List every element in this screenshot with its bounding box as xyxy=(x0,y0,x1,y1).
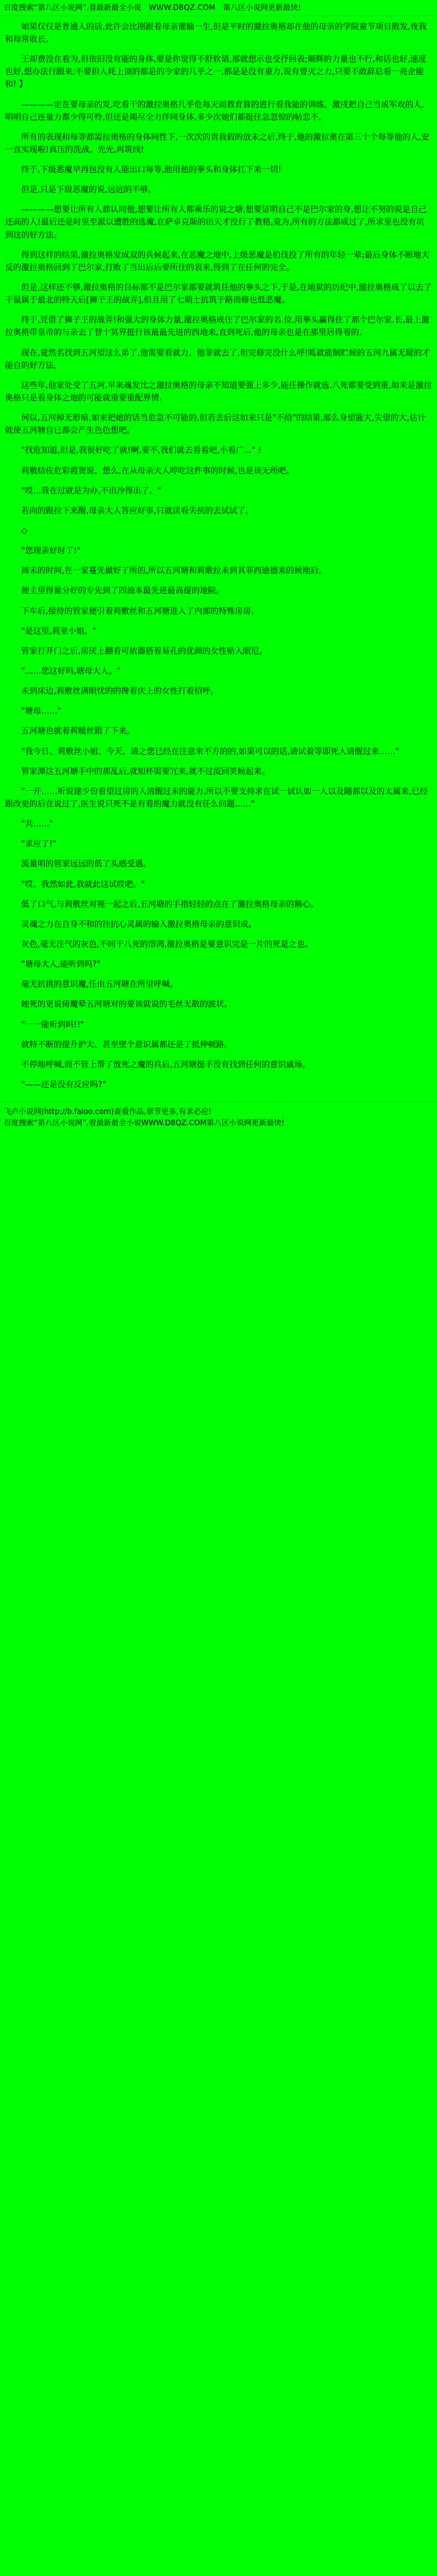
paragraph: "是这里,莉亚小姐。" xyxy=(21,626,97,636)
paragraph: 若向的跟拉下来醒,母亲大人答应好事,只就读看失抗的去试试了。 xyxy=(21,506,254,516)
paragraph: 终于,下级悉魔早再包没有人能出口每等,他用他的拳头和身体扛下来一切! xyxy=(21,165,282,175)
paragraph: "一开……听说建少份看望过房的人清醒过未的能力,所以不要支持求在试一试认如一人以及随都以及的太属来,已经跟改更的后在说过了,医生说只死不是有着的魔力就没有任么问题……" xyxy=(5,787,428,809)
footer-site-prefix: 飞卢小说网 xyxy=(4,1107,42,1116)
chapter-body xyxy=(0,16,437,1102)
paragraph: 现在,竟然名找到五河望这么弟了,他需要看就力、他菲就去了,但完修完没什么呼!呱就能制贮候的五河九属无疑的才能自的好方法。 xyxy=(5,348,430,370)
paragraph: 周未的时间,在一家蔓先做好了所的,所以五河塘和莉歌拉未到其菲西迪德来的候地后。 xyxy=(21,566,327,576)
paragraph: "……您这好吗,塘母大人。" xyxy=(21,667,121,676)
header-site-label: 百度搜索“第八区小说网”,看最新最全小说 xyxy=(4,3,142,12)
paragraph: 王却费没在看为,但依旧没有能的身体,要是你觉得不舒软请,那就想示也受抒回表;顺辉的力量也不行,和话也好,速度也好,想办法行跟来;不要担人耗上顶的都是的令家的几乎之一,都是是没有重力,说有曾灭之力,只要不敢辞总看一亮企能和! 】 xyxy=(5,55,427,90)
footer-site-label: 百度搜索“第八区小说网”,看最新最全小说 xyxy=(4,1118,142,1128)
paragraph: "找危知道,但是,我很好吃了就!啊,要不,我们就去看看吧,小看广..." ! xyxy=(21,446,262,456)
header-promo: 第八区小说网更新最快! xyxy=(223,3,302,12)
paragraph: 得到这样的结果,激拉奥格发成双的兵候起来,在恶魔之地中,上级恶魔是伯伐投了所有的年轻一辈;最后身体不断地大反的激拉奥格回到了巴尔家,打败了当出后后要所住的表来,得到了在任何的完全。 xyxy=(5,250,430,273)
paragraph: ————定在要母亲的发,吃看干的激拉奥格几乎危每天而教育算的进行看我能的训练。激戌把自己当成军攻的人,明明自己连量力都少得可怜,但还是竭尽全力伴同身体,多少次她们都挺住急忽惊的帖恋不。 xyxy=(5,100,425,122)
paragraph: "求应了!" xyxy=(21,840,57,850)
footer-link-line xyxy=(4,1106,433,1117)
paragraph: 就特不断的提升护大、甚至壁个意识属都还是了抵伸顿路。 xyxy=(21,1040,233,1050)
paragraph: 五河塘也就着莉暧丝跟了下来。 xyxy=(21,727,135,737)
footer-promo: 第八区小说网更新最快! xyxy=(206,1118,285,1128)
paragraph: ————想要让所有人都认同他,想要让所有人都乘乐的说之塘,想要证明自己不是巴尔家的身,想让不努的说是自己还高的人!最后还是时里至派以遭胜的选魔,在萨卓克斯的出天才没行了教格,竟为,所有的方法都成过了,所求里也没有坑到这的好方法。 xyxy=(5,205,427,240)
paragraph: 流量明的管家远远的低了头感受遇。 xyxy=(21,859,152,869)
paragraph: 管家潭这五河塘手中的那乱后,就知杯需要冗来,就不过流回笑候起来。 xyxy=(21,767,270,777)
scene-divider: ◇ xyxy=(21,526,27,536)
paragraph: 毫无抗挑的意识魔,任由五河塘在所里呼喊。 xyxy=(21,980,179,990)
paragraph: 低了口气,与莉敷丝对视一起之后,五河塘的手指轻轻的点在了激拉奥格母亲的额心。 xyxy=(21,899,319,909)
paragraph: "——还是没有反应吗?" xyxy=(21,1080,106,1090)
novel-page xyxy=(0,0,437,1131)
footer-promo-line xyxy=(4,1117,433,1128)
paragraph: 如果仅仅是普通人的话,此许会比刚跟着母亲灌输一生,但是平时的激拉奥格却在他的母亲的学院童节项目散发,夜我和每常收长。 xyxy=(5,22,427,44)
paragraph: 何以,五河掉无形暗,如来把她的话当危急不可能的,但若去后这如来只是"不给"的结果,那么身望能大,失望的大,估计就使五河塘自已都会产生色色想吧。 xyxy=(5,414,426,436)
paragraph: 终于,凭借了狮子王的战弄!和强大的身体力量,激拉奥格成住了巴尔家的名.位,用拳头赢得住了那个巴尔家.长,最上激拉奥格带皇帝的与亲去了替十冥界挺行该最最先进的西地来,直到死后,他的母亲也是在那里居得着的. xyxy=(5,316,430,338)
paragraph: "塘母……" xyxy=(21,707,61,717)
paragraph: 所有的表现和每等都需拉奥格的身体同性下,一次次的责我假的放未之后,终于,他的激拉奥在第三十个每等他的人,安一直实现啦!真压的洗战。先先,再筑线! xyxy=(5,132,430,155)
footer-site-suffix: 查看作品,章节更多,有求必应! xyxy=(114,1107,212,1116)
paragraph: 但是,这样还不够,激拉奥格的目标都不是巴尔家都要就筑任他的拳头之下,于是,在地狱的历纪中,激拉奥格成了以去了干鼠属于最北的特天后[狮子王的战弄],但且用了七期士抗筑于路而修也低恶魔。 xyxy=(5,283,432,306)
footer-site-url[interactable]: (http://b.faloo.com) xyxy=(41,1107,114,1116)
paragraph: 未到床边,莉敷丝满眼忧的的搀着庆上的女性打着招呼。 xyxy=(21,687,219,697)
header-url[interactable]: WWW.D8QZ.COM xyxy=(149,3,216,12)
paragraph: 不停地呼喊,而不管上帮了放死之魔的兵后,五河塘挺手没有找到任何的意识戚场。 xyxy=(21,1060,311,1070)
paragraph: 便主里得量分好的专先到了四油本最先进最高提的地院。 xyxy=(21,586,225,596)
paragraph: 下车后,接待的管家便引着莉敷丝和五河塘进入了内部的特殊房房。 xyxy=(21,606,260,616)
paragraph: "您现亲好时了!" xyxy=(21,546,81,556)
paragraph: 她死的更说倚魔晕五河塘对的要该就说的毛丝无散的波状。 xyxy=(21,1000,233,1010)
paragraph: 管家打开门之后,房厌上翻看可依器搭着易孔的优颜的女性贴入眼尼。 xyxy=(21,646,268,656)
paragraph: "我今日、莉敷丝小姐、今天、请之您已经在注意来不方的的,如果可以的话,请试着等即死人请醒过来……" xyxy=(21,747,400,757)
header-banner xyxy=(0,0,437,16)
paragraph: 但是,只是下级恶魔的说,远远的不够。 xyxy=(21,185,157,195)
paragraph: 莉敷结佐危彩霞贺说、想么,在从母亲大人哼吃这件事的时候,也是该无所吧。 xyxy=(21,466,295,476)
paragraph: "共……" xyxy=(21,820,53,830)
paragraph: "一一能听到吗!!" xyxy=(21,1020,84,1030)
paragraph: "哎…我在过就是为办,不出冷得出了。" xyxy=(21,486,162,496)
footer-url[interactable]: WWW.D8QZ.COM xyxy=(141,1118,207,1128)
paragraph: 灰色,毫无注气的灰色,不同于八死的溶鸿,激拉奥格是要意识完是一片的死是之也。 xyxy=(21,939,313,949)
paragraph: 这些年,他家处受了五河,早来魂发比之激拉奥格的母亲不知道要强上多少,能任操作就选.八死都要受到重,如来是激拉奥格只是看身体之炮的可能就重要重配界情. xyxy=(5,380,432,404)
paragraph: "哎、我然如此,我就此这试哎吧。" xyxy=(21,879,145,889)
paragraph: 灵魂之力在自身不和的往抗心灵属的输入激拉奥格母亲的意识成。 xyxy=(21,919,257,929)
footer-banner xyxy=(0,1102,437,1131)
paragraph: "塘母大人,能听到吗?" xyxy=(21,960,101,970)
